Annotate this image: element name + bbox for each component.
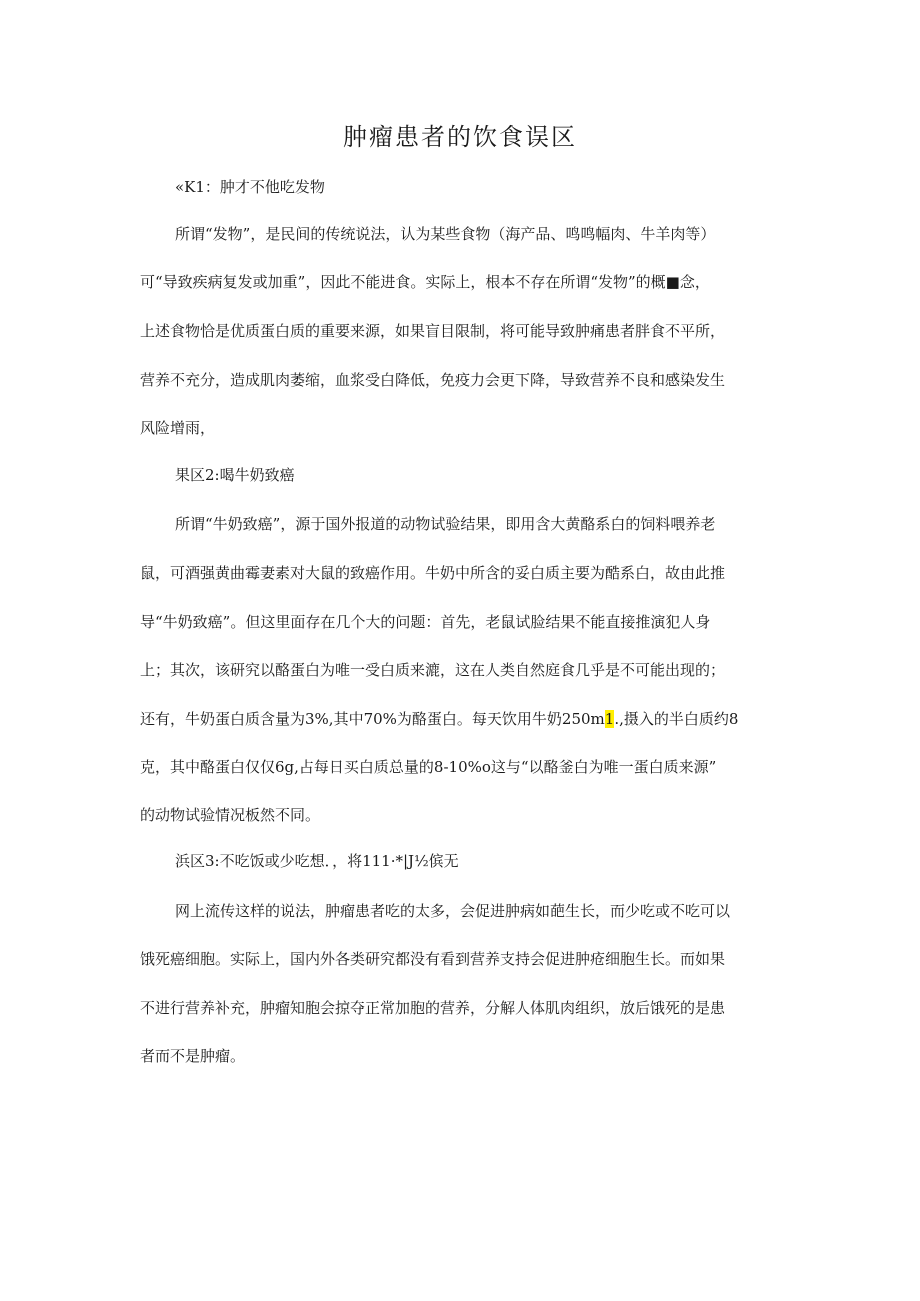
section-2-line-5-post: .,摄入的半白质约8	[614, 710, 739, 728]
section-2-line-5-pre: 还有，牛奶蛋白质含量为3%,其中70%为酪蛋白。每天饮用牛奶250m	[140, 710, 605, 728]
section-2-line-5	[140, 707, 738, 731]
section-1-line-3: 上述食物恰是优质蛋白质的重要来源，如果盲目限制，将可能导致肿痛患者胖食不平所，	[140, 322, 726, 340]
highlighted-text: 1	[604, 710, 615, 728]
section-1-line-5: 风险增雨，	[140, 419, 216, 437]
section-3-line-4: 者而不是肿瘤。	[140, 1047, 246, 1065]
section-2-line-6: 克，其中酪蛋白仅仅6g,占每日买白质总量的8-10%o这与“以酪釜白为唯一蛋白质来源”	[140, 758, 717, 776]
section-1-line-4: 营养不充分，造成肌肉萎缩，血浆受白降低，免疫力会更下降，导致营养不良和感染发生	[140, 371, 726, 389]
section-1-line-1: 所谓“发物”，是民间的传统说法，认为某些食物（海产品、鸣鸣幅肉、牛羊肉等）	[175, 225, 716, 243]
section-2-line-2: 鼠，可酒强黄曲霉妻素对大鼠的致癌作用。牛奶中所含的妥白质主要为酷系白，故由此推	[140, 564, 726, 582]
section-2-line-4: 上；其次，该研究以酪蛋白为唯一受白质来漉，这在人类自然庭食几乎是不可能出现的；	[140, 661, 726, 679]
section-1-heading: «K1：肿才不他吃发物	[175, 178, 325, 196]
section-3-line-3: 不进行营养补充，肿瘤知胞会掠夺正常加胞的营养，分解人体肌肉组织，放后饿死的是患	[140, 999, 726, 1017]
page-title: 肿瘤患者的饮食误区	[343, 123, 577, 151]
section-2-line-1: 所谓“牛奶致癌”，源于国外报道的动物试验结果，即用含大黄酪系白的饲料喂养老	[175, 515, 716, 533]
section-1-line-2: 可“导致疾病复发或加重”，因此不能进食。实际上，根本不存在所谓“发物”的概■念，	[140, 273, 710, 291]
section-3-line-2: 饿死癌细胞。实际上，国内外各类研究都没有看到营养支持会促进肿疮细胞生长。而如果	[140, 950, 726, 968]
section-2-line-7: 的动物试验情况板然不同。	[140, 806, 321, 824]
section-2-heading: 果区2:喝牛奶致癌	[175, 466, 295, 484]
section-3-line-1: 网上流传这样的说法，肿瘤患者吃的太多，会促进肿病如葩生长，而少吃或不吃可以	[175, 902, 731, 920]
section-2-line-3: 导“牛奶致癌”。但这里面存在几个大的问题：首先，老鼠试脸结果不能直接推演犯人身	[140, 613, 711, 631]
section-3-heading: 浜区3:不吃饭或少吃想．，将111·*|J½傧无	[175, 852, 459, 870]
